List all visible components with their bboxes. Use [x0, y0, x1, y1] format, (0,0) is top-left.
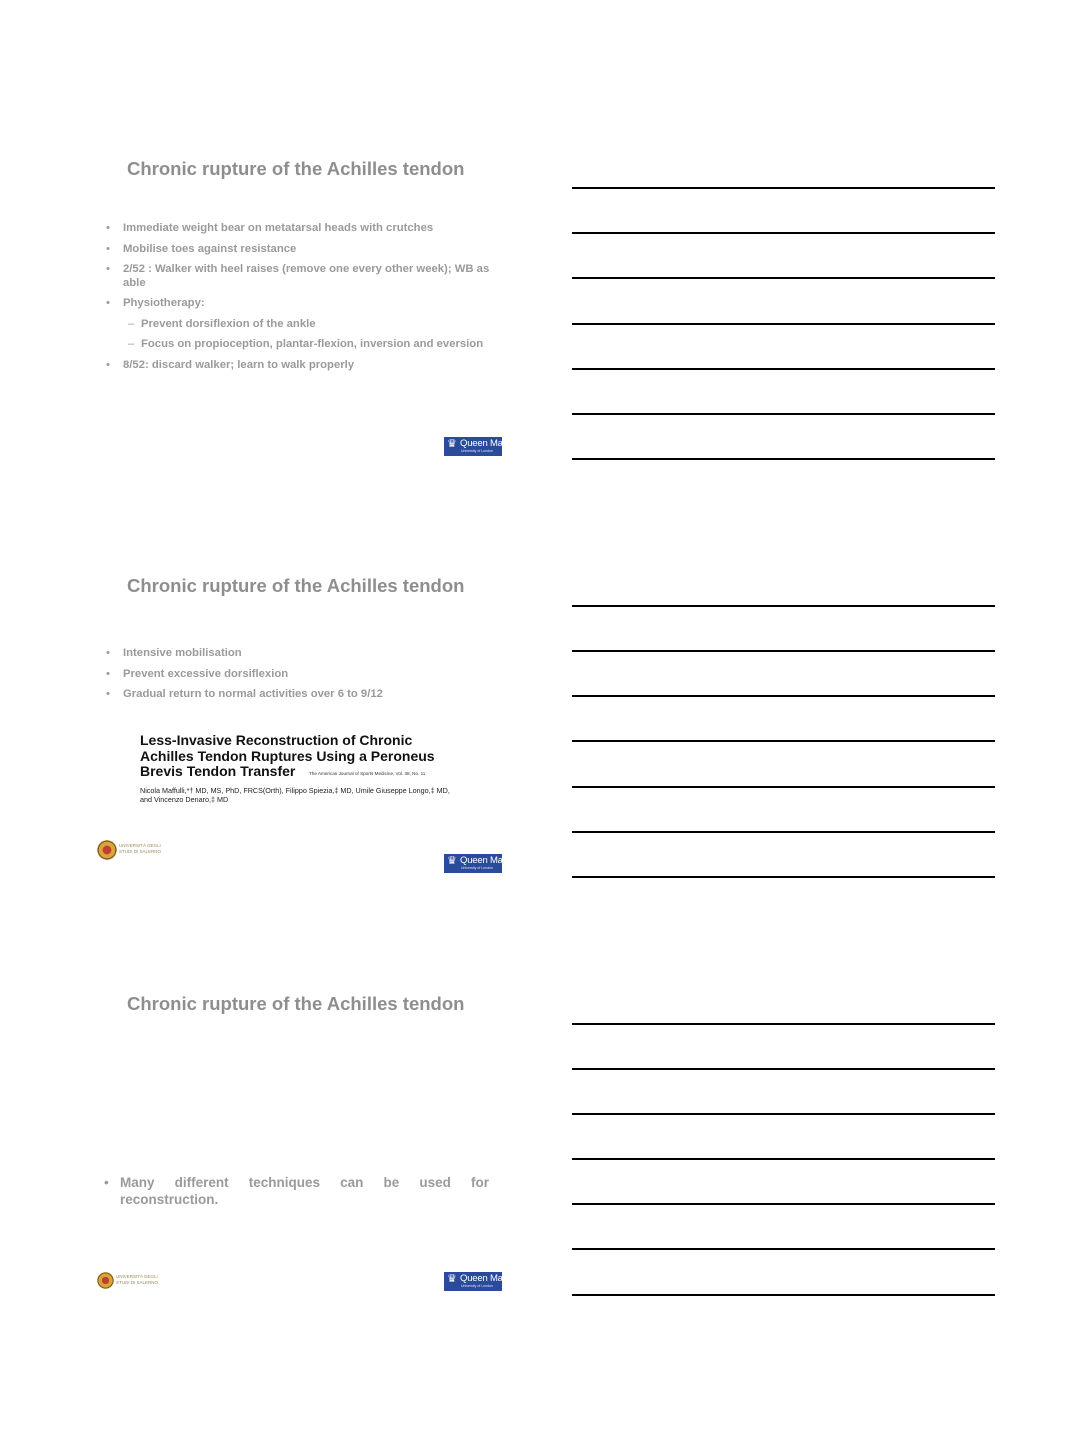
notes-line	[572, 1203, 995, 1205]
bullet-dot: •	[104, 1175, 109, 1190]
queen-mary-logo: ♛ Queen Mary University of London	[444, 437, 502, 456]
notes-line	[572, 277, 995, 279]
bullet-item: • Immediate weight bear on metatarsal heads with crutches	[106, 222, 434, 234]
bullet-list	[104, 1175, 489, 1215]
bullet-dot: •	[106, 688, 110, 700]
bullet-dot: •	[106, 667, 110, 680]
notes-line	[572, 413, 995, 415]
paper-authors: Nicola Maffulli,*† MD, MS, PhD, FRCS(Orth), Filippo Spiezia,‡ MD, Umile Giuseppe Longo,‡ MD, and Vincenzo Denaro,‡ MD	[140, 785, 450, 804]
bullet-item: • Gradual return to normal activities over 6 to 9/12	[106, 688, 383, 700]
notes-line	[572, 695, 995, 697]
notes-line	[572, 323, 995, 325]
bullet-dot: •	[106, 358, 110, 371]
university-seal-icon	[97, 840, 117, 860]
notes-line	[572, 232, 995, 234]
crown-icon: ♛	[447, 438, 457, 450]
slide-title: Chronic rupture of the Achilles tendon	[127, 575, 465, 596]
slide-3: Chronic rupture of the Achilles tendon • Many different techniques can be used for reconstruction. UNIVERSITÀ DEGLI STUDI DI SALERNO ♛ Queen Mary University of London	[92, 993, 512, 1298]
notes-line	[572, 605, 995, 607]
notes-line	[572, 187, 995, 189]
bullet-dot: •	[106, 242, 110, 255]
slide-title: Chronic rupture of the Achilles tendon	[127, 993, 465, 1014]
bullet-dot: •	[106, 263, 110, 275]
bullet-item: • Many different techniques can be used for reconstruction.	[104, 1175, 489, 1207]
notes-line	[572, 1113, 995, 1115]
queen-mary-logo: ♛ Queen Mary University of London	[444, 1272, 502, 1291]
notes-line	[572, 650, 995, 652]
bullet-dot: •	[106, 297, 110, 309]
crown-icon: ♛	[447, 1273, 457, 1285]
bullet-list	[106, 647, 492, 709]
notes-line	[572, 1158, 995, 1160]
sub-bullet-item: – Focus on propioception, plantar-flexion, inversion and eversion	[128, 338, 484, 350]
bullet-dash: –	[128, 338, 135, 350]
bullet-item: • 2/52 : Walker with heel raises (remove one every other week); WB as able	[106, 263, 490, 289]
bullet-item: • Prevent excessive dorsiflexion	[106, 667, 289, 680]
bullet-dot: •	[106, 647, 110, 659]
notes-line	[572, 831, 995, 833]
notes-line	[572, 1248, 995, 1250]
notes-line	[572, 876, 995, 878]
bullet-item: • Intensive mobilisation	[106, 647, 242, 659]
paper-title: Less-Invasive Reconstruction of Chronic Achilles Tendon Ruptures Using a Peroneus Brevis Tendon Transfer	[140, 732, 435, 779]
notes-line	[572, 368, 995, 370]
slide-1	[92, 158, 512, 463]
bullet-item: • Physiotherapy:	[106, 297, 205, 309]
notes-line	[572, 786, 995, 788]
bullet-list	[106, 222, 492, 379]
paper-citation	[140, 733, 460, 804]
bullet-item: • Mobilise toes against resistance	[106, 242, 297, 255]
notes-line	[572, 1294, 995, 1296]
bullet-dot: •	[106, 222, 110, 234]
paper-journal: The American Journal of Sports Medicine, Vol. 38, No. 11	[309, 771, 426, 776]
notes-line	[572, 1068, 995, 1070]
notes-line	[572, 740, 995, 742]
sub-bullet-item: – Prevent dorsiflexion of the ankle	[128, 317, 316, 330]
bullet-dash: –	[128, 317, 135, 330]
queen-mary-logo: ♛ Queen Mary University of London	[444, 854, 502, 873]
bullet-item: • 8/52: discard walker; learn to walk properly	[106, 358, 355, 371]
slide-title: Chronic rupture of the Achilles tendon	[127, 158, 465, 179]
university-seal-icon	[97, 1272, 114, 1289]
notes-line	[572, 458, 995, 460]
slide-2: Chronic rupture of the Achilles tendon • Intensive mobilisation • Prevent excessive dorsiflexion • Gradual return to normal activities over 6 to 9/12 Less-Invasive Reconstruction of Chronic Achilles Tendon Ruptures Using a Peroneus Brevis Tendon Transfer The American Journal of Sports Medicine, Vol. 38, No. 11 Nicola Maffulli,*† MD, MS, PhD, FRCS(Orth), Filippo Spiezia,‡ MD, Umile Giuseppe Longo,‡ MD, and Vincenzo Denaro,‡ MD UNIVERSITÀ DEGLI STUDI DI SALERNO ♛ Queen Mary University of London	[92, 575, 512, 880]
crown-icon: ♛	[447, 855, 457, 867]
notes-line	[572, 1023, 995, 1025]
